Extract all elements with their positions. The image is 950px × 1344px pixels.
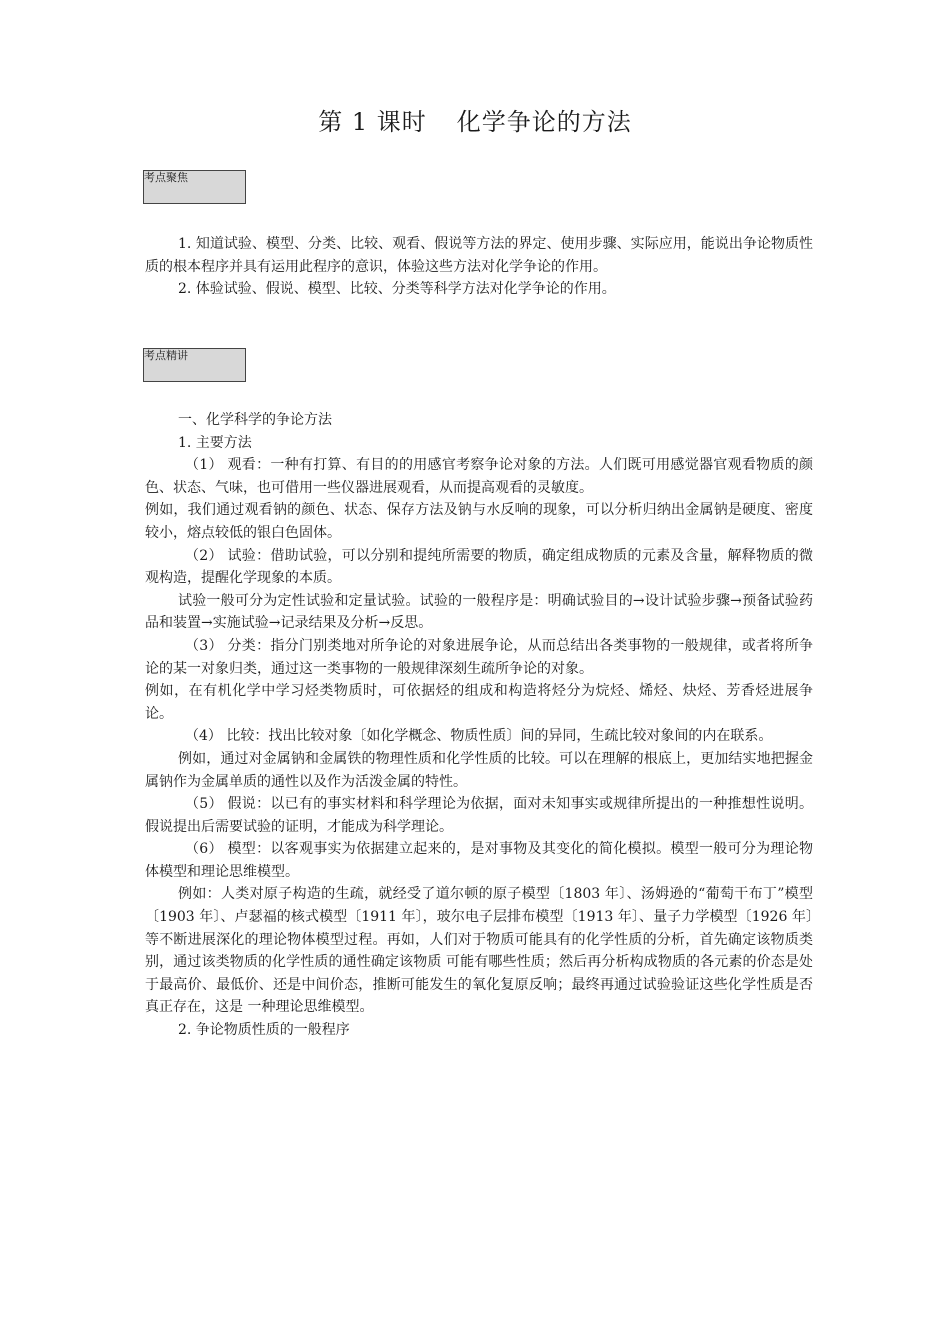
- para-experiment: （2） 试验：借助试验，可以分别和提纯所需要的物质，确定组成物质的元素及含量，解释物质的微观构造，提醒化学现象的本质。: [145, 547, 813, 587]
- learning-goals: [145, 233, 813, 301]
- section-label-explain: 考点精讲: [143, 348, 246, 382]
- para-comparison-example: 例如，通过对金属钠和金属铁的物理性质和化学性质的比较。可以在理解的根底上，更加结实地把握金属钠作为金属单质的通性以及作为活泼金属的特性。: [145, 750, 813, 790]
- title-lesson: 第 1 课时: [318, 108, 427, 136]
- goal-2: 2. 体验试验、假说、模型、比较、分类等科学方法对化学争论的作用。: [178, 281, 616, 298]
- para-classification: （3） 分类：指分门别类地对所争论的对象进展争论，从而总结出各类事物的一般规律，或者将所争论的某一对象归类，通过这一类事物的一般规律深刻生疏所争论的对象。: [145, 637, 813, 677]
- para-hypothesis: （5） 假说：以已有的事实材料和科学理论为依据，面对未知事实或规律所提出的一种推想性说明。假说提出后需要试验的证明，才能成为科学理论。: [145, 796, 813, 835]
- heading-methods: 一、化学科学的争论方法: [178, 412, 332, 428]
- goal-1: 1. 知道试验、模型、分类、比较、观看、假说等方法的界定、使用步骤、实际应用，能说出争论物质性质的根本程序并具有运用此程序的意识，体验这些方法对化学争论的作用。: [145, 236, 813, 275]
- para-model: （6） 模型：以客观事实为依据建立起来的，是对事物及其变化的简化模拟。模型一般可分为理论物体模型和理论思维模型。: [145, 841, 813, 880]
- page-title: [0, 102, 950, 137]
- para-comparison: （4） 比较：找出比较对象〔如化学概念、物质性质〕间的异同，生疏比较对象间的内在联系。: [185, 728, 773, 745]
- subheading-general-procedure: 2. 争论物质性质的一般程序: [178, 1022, 350, 1039]
- main-content: [145, 409, 813, 1042]
- title-topic: 化学争论的方法: [456, 108, 632, 136]
- para-experiment-steps: 试验一般可分为定性试验和定量试验。试验的一般程序是：明确试验目的→设计试验步骤→预备试验药品和装置→实施试验→记录结果及分析→反思。: [145, 592, 813, 632]
- para-observation-example: 例如，我们通过观看钠的颜色、状态、保存方法及钠与水反响的现象，可以分析归纳出金属钠是硬度、密度较小，熔点较低的银白色固体。: [145, 502, 813, 541]
- subheading-main-methods: 1. 主要方法: [178, 434, 252, 451]
- para-observation: （1） 观看：一种有打算、有目的的用感官考察争论对象的方法。人们既可用感觉器官观看物质的颜色、状态、气味，也可借用一些仪器进展观看，从而提高观看的灵敏度。: [145, 457, 813, 496]
- para-classification-example: 例如，在有机化学中学习烃类物质时，可依据烃的组成和构造将烃分为烷烃、烯烃、炔烃、芳香烃进展争论。: [145, 683, 813, 722]
- section-label-focus: 考点聚焦: [143, 170, 246, 204]
- para-model-example: 例如：人类对原子构造的生疏，就经受了道尔顿的原子模型〔1803 年〕、汤姆逊的“葡萄干布丁”模型〔1903 年〕、卢瑟福的核式模型〔1911 年〕，玻尔电子层排布模型〔1913 年〕、量子力学模型〔1926 年〕等不断进展深化的理论物体模型过程。再如，人们对于物质可能具有的化学性质的分析，首先确定该物质类别，通过该类物质的化学性质的通性确定该物质 可能有哪些性质；然后再分析构成物质的各元素的价态是处于最高价、最低价、还是中间价态，推断可能发生的氧化复原反响；最终再通过试验验证这些化学性质是否真正存在，这是 一种理论思维模型。: [145, 886, 813, 1016]
